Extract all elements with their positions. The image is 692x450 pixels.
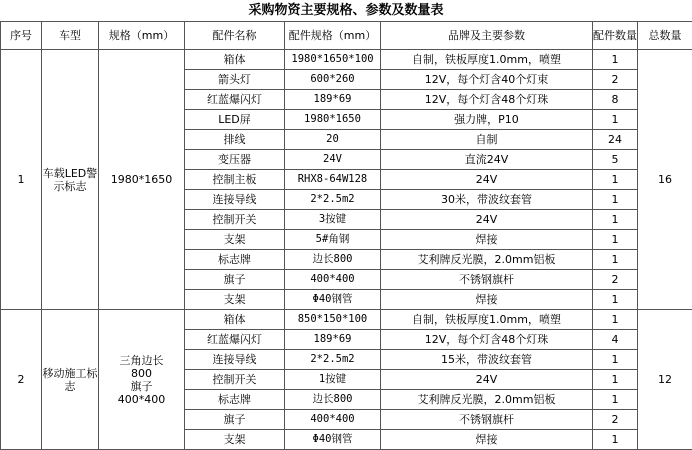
header-row (1, 22, 692, 50)
group-spec-line: 800 (131, 366, 152, 380)
part-brand: 12V，每个灯含40个灯束 (381, 70, 593, 90)
part-brand: 自制 (381, 130, 593, 150)
part-spec: 2*2.5m2 (285, 350, 381, 370)
part-brand: 不锈钢旗杆 (381, 410, 593, 430)
group-spec (99, 310, 185, 450)
part-brand: 强力牌，P10 (381, 110, 593, 130)
part-qty: 1 (593, 390, 638, 410)
header-spec: 规格（mm） (99, 22, 185, 50)
part-spec: 1980*1650*100 (285, 50, 381, 70)
header-total: 总数量 (638, 22, 692, 50)
table-row (1, 50, 692, 70)
part-name: 箭头灯 (185, 70, 285, 90)
group-seq: 1 (1, 50, 42, 310)
part-name: 箱体 (185, 310, 285, 330)
part-brand: 24V (381, 370, 593, 390)
part-brand: 12V，每个灯含48个灯珠 (381, 330, 593, 350)
part-name: 标志牌 (185, 250, 285, 270)
group-total: 16 (638, 50, 692, 310)
part-spec: Φ40钢管 (285, 430, 381, 450)
part-brand: 自制，铁板厚度1.0mm，喷塑 (381, 310, 593, 330)
table-row (1, 310, 692, 330)
part-brand: 焊接 (381, 430, 593, 450)
part-spec: Φ40钢管 (285, 290, 381, 310)
part-spec: 边长800 (285, 390, 381, 410)
part-name: 旗子 (185, 410, 285, 430)
part-qty: 1 (593, 110, 638, 130)
part-qty: 1 (593, 230, 638, 250)
part-brand: 焊接 (381, 230, 593, 250)
part-qty: 5 (593, 150, 638, 170)
header-seq: 序号 (1, 22, 42, 50)
part-name: 红蓝爆闪灯 (185, 90, 285, 110)
part-qty: 4 (593, 330, 638, 350)
part-qty: 1 (593, 370, 638, 390)
part-qty: 24 (593, 130, 638, 150)
part-brand: 自制，铁板厚度1.0mm，喷塑 (381, 50, 593, 70)
part-brand: 24V (381, 170, 593, 190)
part-spec: 850*150*100 (285, 310, 381, 330)
part-qty: 1 (593, 430, 638, 450)
part-name: 箱体 (185, 50, 285, 70)
part-qty: 1 (593, 170, 638, 190)
part-brand: 15米，带波纹套管 (381, 350, 593, 370)
part-name: 控制主板 (185, 170, 285, 190)
part-spec: 20 (285, 130, 381, 150)
part-name: LED屏 (185, 110, 285, 130)
part-spec: 189*69 (285, 330, 381, 350)
part-brand: 焊接 (381, 290, 593, 310)
part-qty: 1 (593, 190, 638, 210)
part-spec: 189*69 (285, 90, 381, 110)
spec-table (0, 21, 692, 450)
group-type: 移动施工标志 (42, 310, 99, 450)
group-seq: 2 (1, 310, 42, 450)
group-type: 车载LED警示标志 (42, 50, 99, 310)
part-qty: 1 (593, 350, 638, 370)
part-brand: 不锈钢旗杆 (381, 270, 593, 290)
part-qty: 1 (593, 290, 638, 310)
part-brand: 24V (381, 210, 593, 230)
part-name: 控制开关 (185, 370, 285, 390)
header-part-spec: 配件规格（mm） (285, 22, 381, 50)
part-name: 旗子 (185, 270, 285, 290)
part-name: 控制开关 (185, 210, 285, 230)
part-name: 红蓝爆闪灯 (185, 330, 285, 350)
part-brand: 30米，带波纹套管 (381, 190, 593, 210)
part-spec: 5#角钢 (285, 230, 381, 250)
table-title: 采购物资主要规格、参数及数量表 (248, 3, 444, 18)
part-qty: 2 (593, 410, 638, 430)
part-name: 支架 (185, 290, 285, 310)
part-brand: 直流24V (381, 150, 593, 170)
part-qty: 2 (593, 270, 638, 290)
part-qty: 1 (593, 310, 638, 330)
part-brand: 12V，每个灯含48个灯珠 (381, 90, 593, 110)
part-name: 标志牌 (185, 390, 285, 410)
group-spec: 1980*1650 (99, 50, 185, 310)
part-name: 变压器 (185, 150, 285, 170)
part-spec: 3按键 (285, 210, 381, 230)
group-total: 12 (638, 310, 692, 450)
part-name: 排线 (185, 130, 285, 150)
part-qty: 1 (593, 50, 638, 70)
part-spec: 400*400 (285, 410, 381, 430)
part-spec: 边长800 (285, 250, 381, 270)
group-spec-line: 400*400 (117, 392, 166, 406)
part-qty: 1 (593, 210, 638, 230)
part-qty: 8 (593, 90, 638, 110)
header-type: 车型 (42, 22, 99, 50)
part-spec: 1按键 (285, 370, 381, 390)
header-part: 配件名称 (185, 22, 285, 50)
part-qty: 2 (593, 70, 638, 90)
header-qty: 配件数量 (593, 22, 638, 50)
group-spec-line: 三角边长 (119, 353, 164, 367)
part-name: 连接导线 (185, 350, 285, 370)
part-brand: 艾利牌反光膜，2.0mm铝板 (381, 250, 593, 270)
part-spec: 400*400 (285, 270, 381, 290)
part-spec: 1980*1650 (285, 110, 381, 130)
part-spec: RHX8-64W128 (285, 170, 381, 190)
part-name: 连接导线 (185, 190, 285, 210)
part-name: 支架 (185, 430, 285, 450)
group-spec-line: 旗子 (130, 379, 153, 393)
part-name: 支架 (185, 230, 285, 250)
part-spec: 600*260 (285, 70, 381, 90)
part-brand: 艾利牌反光膜，2.0mm铝板 (381, 390, 593, 410)
part-qty: 1 (593, 250, 638, 270)
part-spec: 2*2.5m2 (285, 190, 381, 210)
part-spec: 24V (285, 150, 381, 170)
header-brand: 品牌及主要参数 (381, 22, 593, 50)
